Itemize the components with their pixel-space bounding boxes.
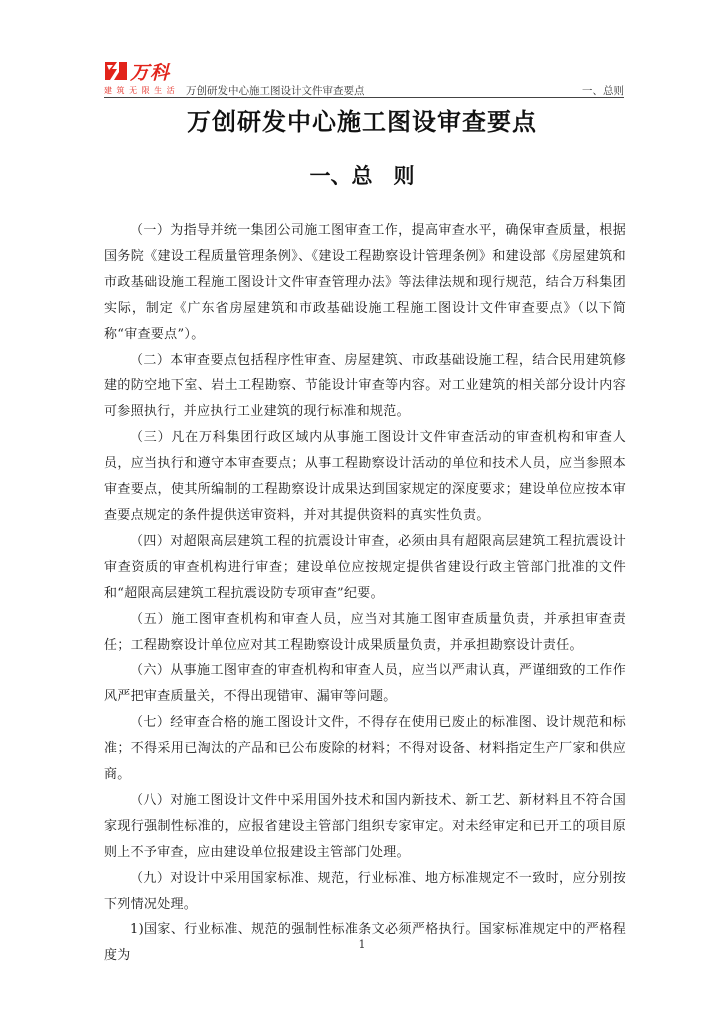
paragraph-1: （一）为指导并统一集团公司施工图审查工作，提高审查水平，确保审查质量，根据国务院《建设工程质量管理条例》、《建设工程勘察设计管理条例》和建设部《房屋建筑和市政基础设施工程施工图设计文件审查管理办法》等法律法规和现行规范，结合万科集团实际，制定《广东省房屋建筑和市政基础设施工程施工图设计文件审查要点》（以下简称“审查要点”）。	[104, 223, 626, 342]
paragraph-3: （三）凡在万科集团行政区域内从事施工图设计文件审查活动的审查机构和审查人员，应当执行和遵守本审查要点；从事工程勘察设计活动的单位和技术人员，应当参照本审查要点，使其所编制的工程勘察设计成果达到国家规定的深度要求；建设单位应按本审查要点规定的条件提供送审资料，并对其提供资料的真实性负责。	[104, 430, 626, 523]
vanke-logo	[104, 60, 184, 86]
vanke-logo-icon	[104, 60, 128, 82]
paragraph-6: （六）从事施工图审查的审查机构和审查人员，应当以严肃认真，严谨细致的工作作风严把审查质量关，不得出现错审、漏审等问题。	[104, 663, 626, 705]
brand-name: 万科	[130, 62, 171, 84]
document-title: 万创研发中心施工图设审查要点	[187, 108, 537, 136]
brand-slogan: 建 筑 无 限 生 活	[104, 86, 176, 95]
page-number: 1	[358, 938, 366, 951]
paragraph-7: （七）经审查合格的施工图设计文件，不得存在使用已废止的标准图、设计规范和标准；不得采用已淘汰的产品和已公布废除的材料；不得对设备、材料指定生产厂家和供应商。	[104, 715, 626, 783]
page-header	[104, 60, 624, 98]
header-divider	[104, 97, 624, 98]
running-title: 万创研发中心施工图设计文件审查要点	[186, 85, 365, 97]
paragraph-2: （二）本审查要点包括程序性审查、房屋建筑、市政基础设施工程，结合民用建筑修建的防空地下室、岩土工程勘察、节能设计审查等内容。对工业建筑的相关部分设计内容可参照执行，并应执行工业建筑的现行标准和规范。	[104, 352, 626, 420]
paragraph-8: （八）对施工图设计文件中采用国外技术和国内新技术、新工艺、新材料且不符合国家现行强制性标准的，应报省建设主管部门组织专家审定。对未经审定和已开工的项目原则上不予审查，应由建设单位报建设主管部门处理。	[104, 792, 626, 860]
section-heading: 一、总 则	[309, 164, 415, 188]
paragraph-10: 1)国家、行业标准、规范的强制性标准条文必须严格执行。国家标准规定中的严格程度为	[104, 922, 626, 964]
running-section: 一、总则	[582, 85, 624, 97]
paragraph-5: （五）施工图审查机构和审查人员，应当对其施工图审查质量负责，并承担审查责任；工程勘察设计单位应对其工程勘察设计成果质量负责，并承担勘察设计责任。	[104, 611, 626, 653]
paragraph-4: （四）对超限高层建筑工程的抗震设计审查，必须由具有超限高层建筑工程抗震设计审查资质的审查机构进行审查；建设单位应按规定提供省建设行政主管部门批准的文件和“超限高层建筑工程抗震设防专项审查”纪要。	[104, 533, 626, 601]
paragraph-9: （九）对设计中采用国家标准、规范，行业标准、地方标准规定不一致时，应分别按下列情况处理。	[104, 870, 626, 912]
body-text	[104, 218, 626, 969]
